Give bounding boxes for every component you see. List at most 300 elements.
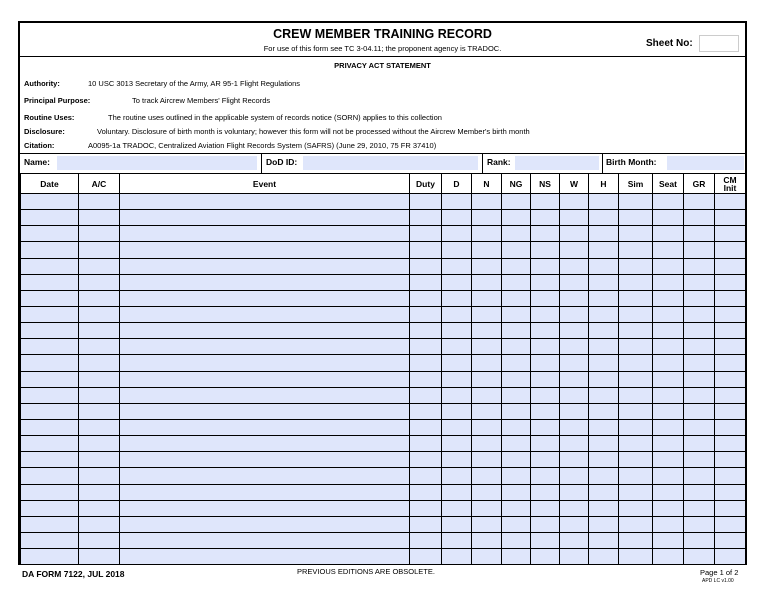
table-cell-input[interactable] <box>21 468 79 484</box>
table-cell-input[interactable] <box>79 210 120 226</box>
table-cell-input[interactable] <box>560 419 589 435</box>
table-cell-input[interactable] <box>589 226 619 242</box>
table-cell-input[interactable] <box>442 258 472 274</box>
table-cell-input[interactable] <box>410 468 442 484</box>
table-cell-input[interactable] <box>684 290 715 306</box>
table-cell-input[interactable] <box>684 258 715 274</box>
table-cell-input[interactable] <box>715 436 746 452</box>
table-cell-input[interactable] <box>589 403 619 419</box>
table-cell-input[interactable] <box>715 500 746 516</box>
table-cell-input[interactable] <box>684 516 715 532</box>
table-cell-input[interactable] <box>442 419 472 435</box>
table-cell-input[interactable] <box>442 323 472 339</box>
table-cell-input[interactable] <box>410 516 442 532</box>
table-cell-input[interactable] <box>653 323 684 339</box>
table-cell-input[interactable] <box>619 452 653 468</box>
table-cell-input[interactable] <box>715 419 746 435</box>
table-cell-input[interactable] <box>120 516 410 532</box>
table-cell-input[interactable] <box>619 484 653 500</box>
table-cell-input[interactable] <box>472 258 502 274</box>
table-cell-input[interactable] <box>560 226 589 242</box>
table-cell-input[interactable] <box>589 500 619 516</box>
table-cell-input[interactable] <box>715 516 746 532</box>
table-cell-input[interactable] <box>715 323 746 339</box>
table-cell-input[interactable] <box>472 242 502 258</box>
table-cell-input[interactable] <box>684 436 715 452</box>
table-cell-input[interactable] <box>472 226 502 242</box>
table-cell-input[interactable] <box>21 323 79 339</box>
table-cell-input[interactable] <box>619 355 653 371</box>
table-cell-input[interactable] <box>560 516 589 532</box>
table-cell-input[interactable] <box>715 532 746 548</box>
table-cell-input[interactable] <box>502 258 531 274</box>
table-cell-input[interactable] <box>531 339 560 355</box>
table-cell-input[interactable] <box>715 549 746 565</box>
table-cell-input[interactable] <box>531 452 560 468</box>
table-cell-input[interactable] <box>653 226 684 242</box>
table-cell-input[interactable] <box>120 549 410 565</box>
table-cell-input[interactable] <box>619 226 653 242</box>
table-cell-input[interactable] <box>120 274 410 290</box>
table-cell-input[interactable] <box>715 484 746 500</box>
table-cell-input[interactable] <box>502 371 531 387</box>
rank-input[interactable] <box>515 156 599 170</box>
table-cell-input[interactable] <box>589 274 619 290</box>
table-cell-input[interactable] <box>684 371 715 387</box>
table-cell-input[interactable] <box>684 419 715 435</box>
table-cell-input[interactable] <box>619 387 653 403</box>
table-cell-input[interactable] <box>560 242 589 258</box>
birth-month-input[interactable] <box>667 156 744 170</box>
table-cell-input[interactable] <box>715 274 746 290</box>
table-cell-input[interactable] <box>442 532 472 548</box>
table-cell-input[interactable] <box>79 323 120 339</box>
table-cell-input[interactable] <box>653 403 684 419</box>
table-cell-input[interactable] <box>21 306 79 322</box>
table-cell-input[interactable] <box>442 242 472 258</box>
table-cell-input[interactable] <box>619 419 653 435</box>
table-cell-input[interactable] <box>715 290 746 306</box>
table-cell-input[interactable] <box>619 290 653 306</box>
table-cell-input[interactable] <box>79 452 120 468</box>
table-cell-input[interactable] <box>619 436 653 452</box>
table-cell-input[interactable] <box>120 484 410 500</box>
table-cell-input[interactable] <box>589 516 619 532</box>
table-cell-input[interactable] <box>653 339 684 355</box>
table-cell-input[interactable] <box>472 290 502 306</box>
table-cell-input[interactable] <box>684 323 715 339</box>
table-cell-input[interactable] <box>653 274 684 290</box>
table-cell-input[interactable] <box>653 436 684 452</box>
table-cell-input[interactable] <box>120 290 410 306</box>
table-cell-input[interactable] <box>21 355 79 371</box>
table-cell-input[interactable] <box>531 194 560 210</box>
table-cell-input[interactable] <box>653 387 684 403</box>
table-cell-input[interactable] <box>120 339 410 355</box>
table-cell-input[interactable] <box>560 210 589 226</box>
table-cell-input[interactable] <box>442 274 472 290</box>
table-cell-input[interactable] <box>653 194 684 210</box>
table-cell-input[interactable] <box>120 194 410 210</box>
table-cell-input[interactable] <box>410 500 442 516</box>
table-cell-input[interactable] <box>589 290 619 306</box>
table-cell-input[interactable] <box>79 387 120 403</box>
table-cell-input[interactable] <box>560 532 589 548</box>
table-cell-input[interactable] <box>21 210 79 226</box>
table-cell-input[interactable] <box>472 339 502 355</box>
table-cell-input[interactable] <box>684 306 715 322</box>
table-cell-input[interactable] <box>502 500 531 516</box>
table-cell-input[interactable] <box>502 210 531 226</box>
table-cell-input[interactable] <box>684 274 715 290</box>
table-cell-input[interactable] <box>79 242 120 258</box>
table-cell-input[interactable] <box>410 242 442 258</box>
table-cell-input[interactable] <box>21 403 79 419</box>
table-cell-input[interactable] <box>21 242 79 258</box>
table-cell-input[interactable] <box>531 403 560 419</box>
table-cell-input[interactable] <box>684 403 715 419</box>
table-cell-input[interactable] <box>619 210 653 226</box>
table-cell-input[interactable] <box>472 468 502 484</box>
table-cell-input[interactable] <box>589 419 619 435</box>
table-cell-input[interactable] <box>589 323 619 339</box>
table-cell-input[interactable] <box>472 371 502 387</box>
table-cell-input[interactable] <box>502 549 531 565</box>
table-cell-input[interactable] <box>684 355 715 371</box>
table-cell-input[interactable] <box>79 290 120 306</box>
table-cell-input[interactable] <box>410 210 442 226</box>
table-cell-input[interactable] <box>79 371 120 387</box>
table-cell-input[interactable] <box>21 484 79 500</box>
table-cell-input[interactable] <box>442 452 472 468</box>
table-cell-input[interactable] <box>21 419 79 435</box>
table-cell-input[interactable] <box>79 500 120 516</box>
table-cell-input[interactable] <box>502 194 531 210</box>
table-cell-input[interactable] <box>21 339 79 355</box>
table-cell-input[interactable] <box>79 403 120 419</box>
table-cell-input[interactable] <box>79 258 120 274</box>
table-cell-input[interactable] <box>442 339 472 355</box>
table-cell-input[interactable] <box>653 532 684 548</box>
table-cell-input[interactable] <box>589 436 619 452</box>
table-cell-input[interactable] <box>560 194 589 210</box>
table-cell-input[interactable] <box>589 484 619 500</box>
table-cell-input[interactable] <box>120 500 410 516</box>
table-cell-input[interactable] <box>79 226 120 242</box>
table-cell-input[interactable] <box>21 549 79 565</box>
table-cell-input[interactable] <box>410 452 442 468</box>
table-cell-input[interactable] <box>531 306 560 322</box>
table-cell-input[interactable] <box>531 436 560 452</box>
table-cell-input[interactable] <box>120 387 410 403</box>
table-cell-input[interactable] <box>619 323 653 339</box>
table-cell-input[interactable] <box>653 306 684 322</box>
table-cell-input[interactable] <box>410 306 442 322</box>
table-cell-input[interactable] <box>531 484 560 500</box>
table-cell-input[interactable] <box>21 290 79 306</box>
table-cell-input[interactable] <box>442 194 472 210</box>
table-cell-input[interactable] <box>560 549 589 565</box>
table-cell-input[interactable] <box>410 274 442 290</box>
table-cell-input[interactable] <box>410 226 442 242</box>
table-cell-input[interactable] <box>589 532 619 548</box>
table-cell-input[interactable] <box>502 516 531 532</box>
table-cell-input[interactable] <box>410 194 442 210</box>
table-cell-input[interactable] <box>410 258 442 274</box>
table-cell-input[interactable] <box>589 387 619 403</box>
table-cell-input[interactable] <box>653 258 684 274</box>
table-cell-input[interactable] <box>410 549 442 565</box>
table-cell-input[interactable] <box>502 403 531 419</box>
table-cell-input[interactable] <box>502 436 531 452</box>
table-cell-input[interactable] <box>619 468 653 484</box>
table-cell-input[interactable] <box>589 452 619 468</box>
table-cell-input[interactable] <box>442 516 472 532</box>
table-cell-input[interactable] <box>502 323 531 339</box>
table-cell-input[interactable] <box>531 371 560 387</box>
table-cell-input[interactable] <box>684 210 715 226</box>
table-cell-input[interactable] <box>619 403 653 419</box>
table-cell-input[interactable] <box>653 371 684 387</box>
table-cell-input[interactable] <box>472 387 502 403</box>
table-cell-input[interactable] <box>502 419 531 435</box>
table-cell-input[interactable] <box>619 258 653 274</box>
table-cell-input[interactable] <box>502 532 531 548</box>
table-cell-input[interactable] <box>472 194 502 210</box>
table-cell-input[interactable] <box>442 549 472 565</box>
table-cell-input[interactable] <box>410 387 442 403</box>
table-cell-input[interactable] <box>715 468 746 484</box>
table-cell-input[interactable] <box>560 484 589 500</box>
table-cell-input[interactable] <box>502 484 531 500</box>
table-cell-input[interactable] <box>442 226 472 242</box>
table-cell-input[interactable] <box>79 436 120 452</box>
table-cell-input[interactable] <box>442 500 472 516</box>
table-cell-input[interactable] <box>531 274 560 290</box>
table-cell-input[interactable] <box>715 194 746 210</box>
table-cell-input[interactable] <box>21 532 79 548</box>
table-cell-input[interactable] <box>560 468 589 484</box>
table-cell-input[interactable] <box>79 419 120 435</box>
table-cell-input[interactable] <box>684 387 715 403</box>
table-cell-input[interactable] <box>531 549 560 565</box>
table-cell-input[interactable] <box>531 500 560 516</box>
table-cell-input[interactable] <box>560 403 589 419</box>
table-cell-input[interactable] <box>120 532 410 548</box>
table-cell-input[interactable] <box>589 339 619 355</box>
table-cell-input[interactable] <box>410 339 442 355</box>
table-cell-input[interactable] <box>589 549 619 565</box>
table-cell-input[interactable] <box>442 484 472 500</box>
table-cell-input[interactable] <box>79 194 120 210</box>
table-cell-input[interactable] <box>442 403 472 419</box>
table-cell-input[interactable] <box>472 532 502 548</box>
table-cell-input[interactable] <box>653 242 684 258</box>
table-cell-input[interactable] <box>21 500 79 516</box>
table-cell-input[interactable] <box>653 419 684 435</box>
table-cell-input[interactable] <box>531 419 560 435</box>
table-cell-input[interactable] <box>653 484 684 500</box>
table-cell-input[interactable] <box>79 532 120 548</box>
table-cell-input[interactable] <box>472 549 502 565</box>
table-cell-input[interactable] <box>472 484 502 500</box>
table-cell-input[interactable] <box>410 371 442 387</box>
table-cell-input[interactable] <box>684 226 715 242</box>
table-cell-input[interactable] <box>442 306 472 322</box>
table-cell-input[interactable] <box>531 258 560 274</box>
table-cell-input[interactable] <box>472 419 502 435</box>
table-cell-input[interactable] <box>684 532 715 548</box>
table-cell-input[interactable] <box>502 290 531 306</box>
table-cell-input[interactable] <box>653 210 684 226</box>
dod-id-input[interactable] <box>303 156 478 170</box>
table-cell-input[interactable] <box>502 387 531 403</box>
table-cell-input[interactable] <box>715 452 746 468</box>
table-cell-input[interactable] <box>589 468 619 484</box>
table-cell-input[interactable] <box>560 290 589 306</box>
table-cell-input[interactable] <box>531 516 560 532</box>
table-cell-input[interactable] <box>560 436 589 452</box>
table-cell-input[interactable] <box>21 226 79 242</box>
table-cell-input[interactable] <box>715 258 746 274</box>
table-cell-input[interactable] <box>502 339 531 355</box>
table-cell-input[interactable] <box>589 371 619 387</box>
table-cell-input[interactable] <box>21 387 79 403</box>
table-cell-input[interactable] <box>531 226 560 242</box>
table-cell-input[interactable] <box>410 419 442 435</box>
table-cell-input[interactable] <box>21 452 79 468</box>
table-cell-input[interactable] <box>619 516 653 532</box>
table-cell-input[interactable] <box>560 452 589 468</box>
table-cell-input[interactable] <box>472 436 502 452</box>
table-cell-input[interactable] <box>715 371 746 387</box>
table-cell-input[interactable] <box>120 436 410 452</box>
table-cell-input[interactable] <box>589 258 619 274</box>
table-cell-input[interactable] <box>653 290 684 306</box>
table-cell-input[interactable] <box>619 500 653 516</box>
table-cell-input[interactable] <box>619 306 653 322</box>
table-cell-input[interactable] <box>502 242 531 258</box>
table-cell-input[interactable] <box>715 387 746 403</box>
table-cell-input[interactable] <box>472 210 502 226</box>
table-cell-input[interactable] <box>684 242 715 258</box>
table-cell-input[interactable] <box>442 210 472 226</box>
table-cell-input[interactable] <box>442 436 472 452</box>
table-cell-input[interactable] <box>531 323 560 339</box>
table-cell-input[interactable] <box>410 436 442 452</box>
table-cell-input[interactable] <box>502 468 531 484</box>
table-cell-input[interactable] <box>410 290 442 306</box>
table-cell-input[interactable] <box>79 355 120 371</box>
table-cell-input[interactable] <box>442 371 472 387</box>
table-cell-input[interactable] <box>619 242 653 258</box>
table-cell-input[interactable] <box>619 549 653 565</box>
table-cell-input[interactable] <box>560 500 589 516</box>
table-cell-input[interactable] <box>410 403 442 419</box>
table-cell-input[interactable] <box>560 339 589 355</box>
table-cell-input[interactable] <box>684 194 715 210</box>
table-cell-input[interactable] <box>79 516 120 532</box>
table-cell-input[interactable] <box>472 355 502 371</box>
table-cell-input[interactable] <box>120 468 410 484</box>
table-cell-input[interactable] <box>79 549 120 565</box>
table-cell-input[interactable] <box>502 306 531 322</box>
table-cell-input[interactable] <box>21 516 79 532</box>
table-cell-input[interactable] <box>560 258 589 274</box>
table-cell-input[interactable] <box>589 242 619 258</box>
table-cell-input[interactable] <box>79 306 120 322</box>
table-cell-input[interactable] <box>120 210 410 226</box>
table-cell-input[interactable] <box>715 339 746 355</box>
table-cell-input[interactable] <box>120 355 410 371</box>
table-cell-input[interactable] <box>531 468 560 484</box>
table-cell-input[interactable] <box>560 371 589 387</box>
table-cell-input[interactable] <box>442 468 472 484</box>
table-cell-input[interactable] <box>472 323 502 339</box>
table-cell-input[interactable] <box>21 436 79 452</box>
table-cell-input[interactable] <box>472 516 502 532</box>
table-cell-input[interactable] <box>589 194 619 210</box>
table-cell-input[interactable] <box>589 355 619 371</box>
table-cell-input[interactable] <box>715 403 746 419</box>
table-cell-input[interactable] <box>589 306 619 322</box>
table-cell-input[interactable] <box>120 242 410 258</box>
table-cell-input[interactable] <box>120 371 410 387</box>
table-cell-input[interactable] <box>560 387 589 403</box>
table-cell-input[interactable] <box>120 226 410 242</box>
table-cell-input[interactable] <box>442 355 472 371</box>
table-cell-input[interactable] <box>619 371 653 387</box>
table-cell-input[interactable] <box>120 452 410 468</box>
table-cell-input[interactable] <box>21 194 79 210</box>
table-cell-input[interactable] <box>410 323 442 339</box>
table-cell-input[interactable] <box>684 484 715 500</box>
table-cell-input[interactable] <box>79 339 120 355</box>
table-cell-input[interactable] <box>684 452 715 468</box>
table-cell-input[interactable] <box>715 210 746 226</box>
table-cell-input[interactable] <box>589 210 619 226</box>
table-cell-input[interactable] <box>653 355 684 371</box>
table-cell-input[interactable] <box>79 274 120 290</box>
table-cell-input[interactable] <box>619 274 653 290</box>
table-cell-input[interactable] <box>715 355 746 371</box>
table-cell-input[interactable] <box>120 323 410 339</box>
table-cell-input[interactable] <box>684 549 715 565</box>
sheet-number-input[interactable] <box>699 35 739 52</box>
table-cell-input[interactable] <box>442 387 472 403</box>
table-cell-input[interactable] <box>502 274 531 290</box>
table-cell-input[interactable] <box>410 532 442 548</box>
table-cell-input[interactable] <box>410 484 442 500</box>
table-cell-input[interactable] <box>120 419 410 435</box>
table-cell-input[interactable] <box>560 274 589 290</box>
table-cell-input[interactable] <box>79 468 120 484</box>
table-cell-input[interactable] <box>502 355 531 371</box>
table-cell-input[interactable] <box>21 274 79 290</box>
table-cell-input[interactable] <box>21 371 79 387</box>
table-cell-input[interactable] <box>653 452 684 468</box>
table-cell-input[interactable] <box>653 468 684 484</box>
table-cell-input[interactable] <box>531 242 560 258</box>
table-cell-input[interactable] <box>684 468 715 484</box>
table-cell-input[interactable] <box>79 484 120 500</box>
table-cell-input[interactable] <box>619 194 653 210</box>
table-cell-input[interactable] <box>560 323 589 339</box>
table-cell-input[interactable] <box>120 306 410 322</box>
table-cell-input[interactable] <box>472 274 502 290</box>
table-cell-input[interactable] <box>531 210 560 226</box>
table-cell-input[interactable] <box>502 452 531 468</box>
